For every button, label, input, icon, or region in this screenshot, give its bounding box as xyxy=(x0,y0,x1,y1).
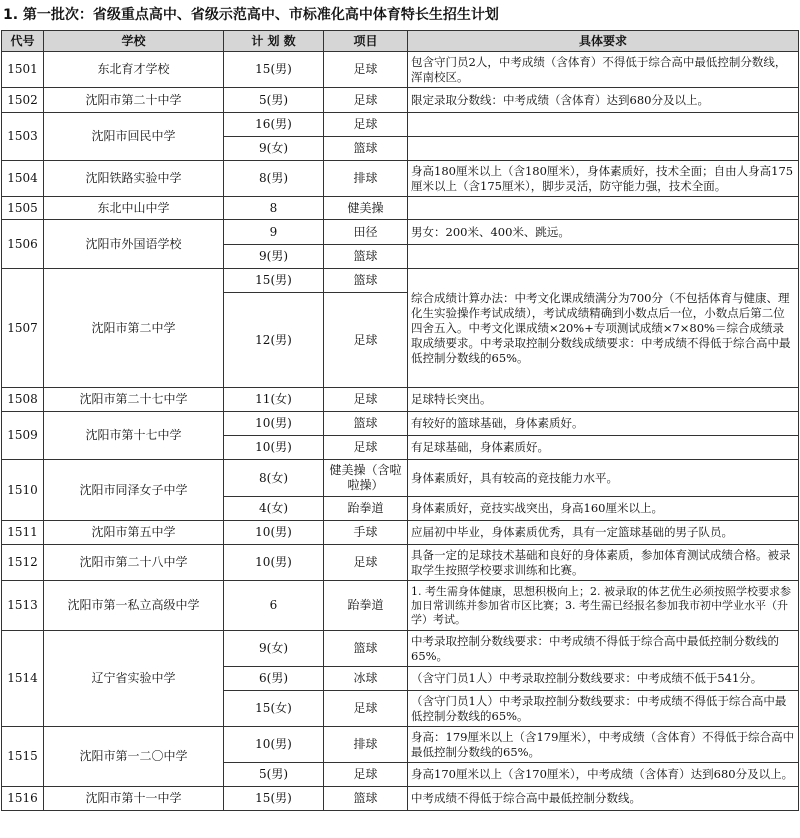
table-row xyxy=(2,88,799,113)
table-row xyxy=(2,220,799,245)
sport: 冰球 xyxy=(324,667,408,691)
requirements: 身高180厘米以上（含180厘米），身体素质好，技术全面；自由人身高175厘米以上（含175厘米），脚步灵活，防守能力强，技术全面。 xyxy=(408,161,799,197)
school-name: 东北中山中学 xyxy=(44,197,224,220)
page-title: 1. 第一批次：省级重点高中、省级示范高中、市标准化高中体育特长生招生计划 xyxy=(3,7,499,23)
plan-count: 9(男) xyxy=(224,245,324,269)
school-code: 1509 xyxy=(2,412,44,460)
table-row xyxy=(2,269,799,293)
requirements: 身高：179厘米以上（含179厘米），中考成绩（含体育）不得低于综合高中最低控制分数线的65%。 xyxy=(408,727,799,763)
sport: 田径 xyxy=(324,220,408,245)
sport: 足球 xyxy=(324,763,408,787)
school-code: 1515 xyxy=(2,727,44,787)
requirements: 限定录取分数线：中考成绩（含体育）达到680分及以上。 xyxy=(408,88,799,113)
plan-count: 8 xyxy=(224,197,324,220)
requirements: （含守门员1人）中考录取控制分数线要求：中考成绩不得低于综合高中最低控制分数线的65%。 xyxy=(408,691,799,727)
school-code: 1510 xyxy=(2,460,44,521)
requirements: 中考录取控制分数线要求：中考成绩不得低于综合高中最低控制分数线的65%。 xyxy=(408,631,799,667)
table-header-row xyxy=(2,31,799,52)
plan-count: 5(男) xyxy=(224,763,324,787)
school-name: 沈阳市第十七中学 xyxy=(44,412,224,460)
sport: 篮球 xyxy=(324,631,408,667)
requirements: 身体素质好，竞技实战突出，身高160厘米以上。 xyxy=(408,497,799,521)
plan-count: 10(男) xyxy=(224,521,324,545)
requirements xyxy=(408,113,799,137)
sport: 足球 xyxy=(324,52,408,88)
requirements: 足球特长突出。 xyxy=(408,388,799,412)
table-row xyxy=(2,161,799,197)
plan-count: 15(男) xyxy=(224,269,324,293)
plan-count: 10(男) xyxy=(224,545,324,581)
sport: 排球 xyxy=(324,727,408,763)
sport: 篮球 xyxy=(324,269,408,293)
requirements: 包含守门员2人，中考成绩（含体育）不得低于综合高中最低控制分数线，浑南校区。 xyxy=(408,52,799,88)
plan-count: 16(男) xyxy=(224,113,324,137)
school-name: 沈阳铁路实验中学 xyxy=(44,161,224,197)
requirements: 具备一定的足球技术基础和良好的身体素质，参加体育测试成绩合格。被录取学生按照学校要求训练和比赛。 xyxy=(408,545,799,581)
requirements xyxy=(408,137,799,161)
sport: 足球 xyxy=(324,88,408,113)
school-name: 沈阳市回民中学 xyxy=(44,113,224,161)
plan-count: 10(男) xyxy=(224,412,324,436)
school-name: 沈阳市第一私立高级中学 xyxy=(44,581,224,631)
school-name: 东北育才学校 xyxy=(44,52,224,88)
requirements: （含守门员1人）中考录取控制分数线要求：中考成绩不低于541分。 xyxy=(408,667,799,691)
plan-count: 8(女) xyxy=(224,460,324,497)
table-row xyxy=(2,581,799,631)
table-row xyxy=(2,787,799,811)
school-code: 1502 xyxy=(2,88,44,113)
table-row xyxy=(2,197,799,220)
table-row xyxy=(2,727,799,763)
plan-count: 15(男) xyxy=(224,787,324,811)
plan-count: 15(男) xyxy=(224,52,324,88)
school-name: 沈阳市第二中学 xyxy=(44,269,224,388)
school-name: 沈阳市外国语学校 xyxy=(44,220,224,269)
school-code: 1511 xyxy=(2,521,44,545)
requirements: 应届初中毕业，身体素质优秀，具有一定篮球基础的男子队员。 xyxy=(408,521,799,545)
plan-count: 6(男) xyxy=(224,667,324,691)
school-code: 1512 xyxy=(2,545,44,581)
school-name: 沈阳市第二十中学 xyxy=(44,88,224,113)
plan-count: 10(男) xyxy=(224,436,324,460)
admission-plan-table xyxy=(1,30,799,811)
school-code: 1514 xyxy=(2,631,44,727)
requirements xyxy=(408,245,799,269)
school-code: 1501 xyxy=(2,52,44,88)
requirements: 综合成绩计算办法：中考文化课成绩满分为700分（不包括体育与健康、理化生实验操作考试成绩），考试成绩精确到小数点后一位，小数点后第二位四舍五入。中考文化课成绩×20%+专项测试成绩×7×80%＝综合成绩录取成绩要求。中考录取控制分数线成绩要求：中考成绩不得低于综合高中最低控制分数线的65%。 xyxy=(408,269,799,388)
header-plan: 计 划 数 xyxy=(224,31,324,52)
table-row xyxy=(2,412,799,436)
header-sport: 项目 xyxy=(324,31,408,52)
requirements: 男女：200米、400米、跳远。 xyxy=(408,220,799,245)
plan-count: 11(女) xyxy=(224,388,324,412)
sport: 足球 xyxy=(324,388,408,412)
school-name: 沈阳市第二十八中学 xyxy=(44,545,224,581)
plan-count: 12(男) xyxy=(224,293,324,388)
school-name: 沈阳市第五中学 xyxy=(44,521,224,545)
school-code: 1516 xyxy=(2,787,44,811)
school-name: 沈阳市第二十七中学 xyxy=(44,388,224,412)
school-code: 1513 xyxy=(2,581,44,631)
table-row xyxy=(2,388,799,412)
school-code: 1503 xyxy=(2,113,44,161)
sport: 健美操（含啦啦操） xyxy=(324,460,408,497)
sport: 足球 xyxy=(324,545,408,581)
sport: 排球 xyxy=(324,161,408,197)
sport: 足球 xyxy=(324,113,408,137)
plan-count: 9(女) xyxy=(224,631,324,667)
sport: 足球 xyxy=(324,293,408,388)
requirements: 身体素质好，具有较高的竞技能力水平。 xyxy=(408,460,799,497)
header-requirements: 具体要求 xyxy=(408,31,799,52)
header-code: 代号 xyxy=(2,31,44,52)
sport: 足球 xyxy=(324,436,408,460)
school-name: 沈阳市第十一中学 xyxy=(44,787,224,811)
requirements: 身高170厘米以上（含170厘米），中考成绩（含体育）达到680分及以上。 xyxy=(408,763,799,787)
table-row xyxy=(2,52,799,88)
plan-count: 6 xyxy=(224,581,324,631)
table-row xyxy=(2,631,799,667)
sport: 篮球 xyxy=(324,787,408,811)
school-name: 辽宁省实验中学 xyxy=(44,631,224,727)
header-school: 学校 xyxy=(44,31,224,52)
school-name: 沈阳市同泽女子中学 xyxy=(44,460,224,521)
sport: 足球 xyxy=(324,691,408,727)
plan-count: 4(女) xyxy=(224,497,324,521)
sport: 篮球 xyxy=(324,137,408,161)
sport: 健美操 xyxy=(324,197,408,220)
plan-count: 5(男) xyxy=(224,88,324,113)
plan-count: 9 xyxy=(224,220,324,245)
school-code: 1507 xyxy=(2,269,44,388)
table-row xyxy=(2,545,799,581)
table-row xyxy=(2,460,799,497)
school-code: 1504 xyxy=(2,161,44,197)
requirements: 1. 考生需身体健康，思想积极向上；2. 被录取的体艺优生必须按照学校要求参加日常训练并参加省市区比赛；3. 考生需已经报名参加我市初中学业水平（升学）考试。 xyxy=(408,581,799,631)
plan-count: 10(男) xyxy=(224,727,324,763)
requirements xyxy=(408,197,799,220)
requirements: 有较好的篮球基础，身体素质好。 xyxy=(408,412,799,436)
table-row xyxy=(2,521,799,545)
school-code: 1505 xyxy=(2,197,44,220)
school-code: 1508 xyxy=(2,388,44,412)
requirements: 有足球基础，身体素质好。 xyxy=(408,436,799,460)
plan-count: 15(女) xyxy=(224,691,324,727)
school-name: 沈阳市第一二〇中学 xyxy=(44,727,224,787)
plan-count: 8(男) xyxy=(224,161,324,197)
sport: 跆拳道 xyxy=(324,581,408,631)
plan-count: 9(女) xyxy=(224,137,324,161)
sport: 篮球 xyxy=(324,245,408,269)
sport: 篮球 xyxy=(324,412,408,436)
sport: 手球 xyxy=(324,521,408,545)
requirements: 中考成绩不得低于综合高中最低控制分数线。 xyxy=(408,787,799,811)
school-code: 1506 xyxy=(2,220,44,269)
table-row xyxy=(2,113,799,137)
sport: 跆拳道 xyxy=(324,497,408,521)
